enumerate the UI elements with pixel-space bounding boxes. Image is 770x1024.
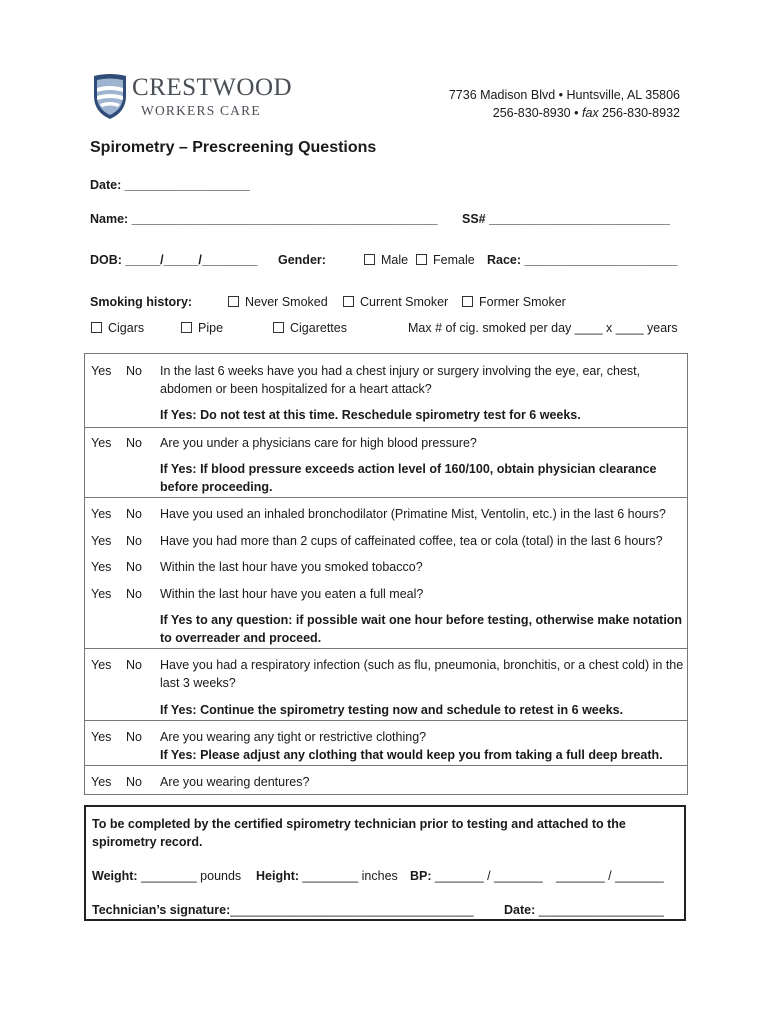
technician-section [84, 805, 686, 921]
shield-icon [92, 72, 128, 120]
address-block [449, 86, 680, 122]
cigars-label: Cigars [108, 321, 145, 335]
note-text: If Yes: Do not test at this time. Reschedule spirometry test for 6 weeks. [160, 408, 581, 422]
tech-date-group [504, 903, 664, 917]
female-option[interactable] [416, 253, 475, 267]
height-label: Height: [256, 869, 300, 883]
phone-fax-line [449, 104, 680, 122]
no-option[interactable]: No [126, 587, 142, 601]
never-smoked-option[interactable] [228, 295, 328, 309]
pipe-option[interactable] [181, 321, 223, 335]
no-option[interactable]: No [126, 436, 142, 450]
yes-option[interactable]: Yes [91, 507, 112, 521]
no-option[interactable]: No [126, 658, 142, 672]
tech-date-label: Date: [504, 903, 536, 917]
yes-option[interactable]: Yes [91, 658, 112, 672]
former-smoker-label: Former Smoker [479, 295, 566, 309]
no-option[interactable]: No [126, 560, 142, 574]
male-checkbox[interactable] [364, 254, 375, 265]
pipe-checkbox[interactable] [181, 322, 192, 333]
no-option[interactable]: No [126, 775, 142, 789]
bp-group [410, 869, 543, 883]
height-field[interactable]: ________ inches [302, 869, 398, 883]
question-text: Are you wearing any tight or restrictive clothing? [160, 730, 427, 744]
yes-option[interactable]: Yes [91, 587, 112, 601]
cigarettes-option[interactable] [273, 321, 347, 335]
question-text: Have you used an inhaled bronchodilator (Primatine Mist, Ventolin, etc.) in the last 6 hours? [160, 507, 666, 521]
signature-row [92, 903, 474, 917]
female-checkbox[interactable] [416, 254, 427, 265]
note-text: If Yes to any question: if possible wait one hour before testing, otherwise make notation to overreader and proceed. [160, 613, 683, 645]
questions-table [84, 353, 688, 795]
former-smoker-checkbox[interactable] [462, 296, 473, 307]
yes-option[interactable]: Yes [91, 730, 112, 744]
note-text: If Yes: Please adjust any clothing that would keep you from taking a full deep breath. [160, 748, 663, 762]
bp-label: BP: [410, 869, 432, 883]
yes-option[interactable]: Yes [91, 775, 112, 789]
race-field[interactable]: Race: ______________________ [487, 253, 678, 267]
cigars-option[interactable] [91, 321, 144, 335]
height-group [256, 869, 398, 883]
max-cigarettes-field[interactable]: Max # of cig. smoked per day ____ x ____ years [408, 321, 678, 335]
cigars-checkbox[interactable] [91, 322, 102, 333]
company-logo [92, 72, 292, 122]
no-option[interactable]: No [126, 534, 142, 548]
signature-label: Technician’s signature: [92, 903, 231, 917]
question-text: Are you under a physicians care for high blood pressure? [160, 436, 477, 450]
no-option[interactable]: No [126, 507, 142, 521]
question-text: Within the last hour have you eaten a full meal? [160, 587, 424, 601]
yes-option[interactable]: Yes [91, 436, 112, 450]
question-text: In the last 6 weeks have you had a chest injury or surgery involving the eye, ear, chest, abdomen or been hospitalized for a heart attack? [160, 364, 641, 396]
weight-field[interactable]: ________ pounds [141, 869, 242, 883]
question-text: Within the last hour have you smoked tobacco? [160, 560, 423, 574]
current-smoker-checkbox[interactable] [343, 296, 354, 307]
cigarettes-label: Cigarettes [290, 321, 347, 335]
male-label: Male [381, 253, 409, 267]
male-option[interactable] [364, 253, 408, 267]
no-option[interactable]: No [126, 730, 142, 744]
row-divider [84, 765, 688, 766]
row-divider [84, 648, 688, 649]
phone: 256-830-8930 • [492, 106, 579, 120]
weight-label: Weight: [92, 869, 138, 883]
question-text: Have you had more than 2 cups of caffeinated coffee, tea or cola (total) in the last 6 hours? [160, 534, 663, 548]
fax-label: fax [581, 106, 599, 120]
note-text: If Yes: If blood pressure exceeds action level of 160/100, obtain physician clearance before proceeding. [160, 462, 657, 494]
bp-group-2 [556, 869, 664, 883]
signature-field[interactable]: ___________________________________ [230, 903, 474, 917]
smoking-history-label: Smoking history: [90, 295, 193, 309]
page-title: Spirometry – Prescreening Questions [90, 139, 377, 156]
yes-option[interactable]: Yes [91, 560, 112, 574]
dob-field[interactable]: DOB: _____/_____/________ [90, 253, 258, 267]
gender-label: Gender: [278, 253, 326, 267]
never-smoked-label: Never Smoked [245, 295, 328, 309]
date-field[interactable]: Date: __________________ [90, 178, 250, 192]
bp-field-2[interactable]: _______ / _______ [556, 869, 664, 883]
never-smoked-checkbox[interactable] [228, 296, 239, 307]
yes-option[interactable]: Yes [91, 364, 112, 378]
name-field[interactable]: Name: ____________________________________________ [90, 212, 438, 226]
note-text: If Yes: Continue the spirometry testing now and schedule to retest in 6 weeks. [160, 703, 624, 717]
yes-option[interactable]: Yes [91, 534, 112, 548]
female-label: Female [433, 253, 475, 267]
pipe-label: Pipe [198, 321, 224, 335]
ss-field[interactable]: SS# __________________________ [462, 212, 670, 226]
no-option[interactable]: No [126, 364, 142, 378]
question-text: Are you wearing dentures? [160, 775, 310, 789]
current-smoker-option[interactable] [343, 295, 448, 309]
logo-subtitle: WORKERS CARE [141, 103, 261, 118]
tech-date-field[interactable]: __________________ [538, 903, 664, 917]
row-divider [84, 720, 688, 721]
address-line: 7736 Madison Blvd • Huntsville, AL 35806 [448, 88, 680, 102]
question-text: Have you had a respiratory infection (such as flu, pneumonia, bronchitis, or a chest cold) in the last 3 weeks? [160, 658, 684, 690]
bp-field-1[interactable]: _______ / _______ [435, 869, 543, 883]
row-divider [84, 427, 688, 428]
logo-name: CRESTWOOD [132, 74, 293, 101]
technician-instructions: To be completed by the certified spirometry technician prior to testing and attached to the spirometry record. [92, 817, 626, 849]
fax: 256-830-8932 [602, 106, 680, 120]
current-smoker-label: Current Smoker [360, 295, 449, 309]
cigarettes-checkbox[interactable] [273, 322, 284, 333]
former-smoker-option[interactable] [462, 295, 566, 309]
measurements-row [92, 869, 241, 883]
row-divider [84, 497, 688, 498]
